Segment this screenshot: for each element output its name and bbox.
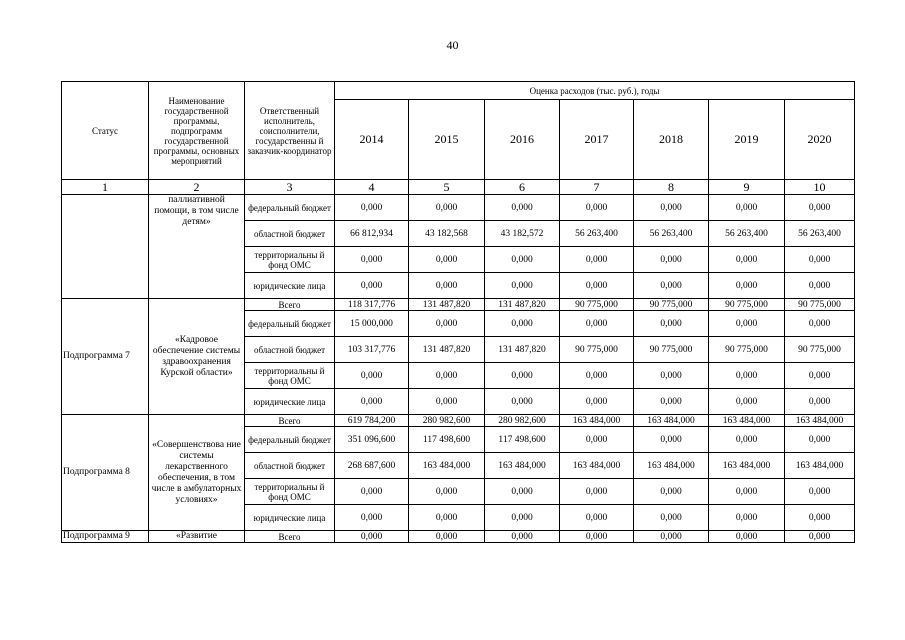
amount-cell: 131 487,820 xyxy=(409,337,485,363)
amount-cell: 118 317,776 xyxy=(335,299,409,311)
funding-source-cell: областной бюджет xyxy=(245,453,335,479)
amount-cell: 0,000 xyxy=(485,247,560,273)
amount-cell: 131 487,820 xyxy=(485,299,560,311)
amount-cell: 103 317,776 xyxy=(335,337,409,363)
status-cell: Подпрограмма 8 xyxy=(62,415,149,531)
column-number: 4 xyxy=(335,180,409,195)
amount-cell: 163 484,000 xyxy=(485,453,560,479)
amount-cell: 0,000 xyxy=(485,389,560,415)
header-year: 2016 xyxy=(485,100,560,180)
amount-cell: 163 484,000 xyxy=(560,453,634,479)
amount-cell: 0,000 xyxy=(560,389,634,415)
amount-cell: 163 484,000 xyxy=(560,415,634,427)
amount-cell: 0,000 xyxy=(709,363,785,389)
column-number: 5 xyxy=(409,180,485,195)
amount-cell: 0,000 xyxy=(634,389,709,415)
expense-table xyxy=(61,81,855,543)
amount-cell: 0,000 xyxy=(485,195,560,221)
amount-cell: 163 484,000 xyxy=(709,415,785,427)
amount-cell: 0,000 xyxy=(335,247,409,273)
amount-cell: 0,000 xyxy=(785,273,855,299)
amount-cell: 0,000 xyxy=(560,479,634,505)
funding-source-cell: юридические лица xyxy=(245,273,335,299)
amount-cell: 0,000 xyxy=(785,505,855,531)
amount-cell: 0,000 xyxy=(335,273,409,299)
amount-cell: 56 263,400 xyxy=(634,221,709,247)
amount-cell: 163 484,000 xyxy=(634,453,709,479)
amount-cell: 280 982,600 xyxy=(485,415,560,427)
funding-source-cell: территориальны й фонд ОМС xyxy=(245,247,335,273)
amount-cell: 163 484,000 xyxy=(634,415,709,427)
amount-cell: 0,000 xyxy=(335,479,409,505)
funding-source-cell: территориальны й фонд ОМС xyxy=(245,363,335,389)
amount-cell: 0,000 xyxy=(785,195,855,221)
amount-cell: 0,000 xyxy=(409,479,485,505)
amount-cell: 56 263,400 xyxy=(560,221,634,247)
amount-cell: 0,000 xyxy=(785,389,855,415)
funding-source-cell: юридические лица xyxy=(245,389,335,415)
amount-cell: 0,000 xyxy=(409,273,485,299)
amount-cell: 0,000 xyxy=(409,311,485,337)
amount-cell: 0,000 xyxy=(634,311,709,337)
program-name-cell: паллиативной помощи, в том числе детям» xyxy=(149,195,245,299)
amount-cell: 0,000 xyxy=(335,389,409,415)
column-number: 7 xyxy=(560,180,634,195)
amount-cell: 268 687,600 xyxy=(335,453,409,479)
amount-cell: 0,000 xyxy=(485,311,560,337)
funding-source-cell: федеральный бюджет xyxy=(245,427,335,453)
page-number: 40 xyxy=(446,38,459,52)
amount-cell: 0,000 xyxy=(560,195,634,221)
funding-source-cell: областной бюджет xyxy=(245,337,335,363)
column-number: 10 xyxy=(785,180,855,195)
amount-cell: 0,000 xyxy=(409,363,485,389)
amount-cell: 66 812,934 xyxy=(335,221,409,247)
amount-cell: 0,000 xyxy=(409,247,485,273)
status-cell: Подпрограмма 9 xyxy=(62,531,149,543)
amount-cell: 43 182,572 xyxy=(485,221,560,247)
funding-source-cell: федеральный бюджет xyxy=(245,311,335,337)
amount-cell: 0,000 xyxy=(485,273,560,299)
funding-source-cell: областной бюджет xyxy=(245,221,335,247)
amount-cell: 0,000 xyxy=(634,195,709,221)
amount-cell: 90 775,000 xyxy=(709,299,785,311)
amount-cell: 0,000 xyxy=(785,531,855,543)
amount-cell: 0,000 xyxy=(560,247,634,273)
table-row xyxy=(62,531,855,543)
column-number: 9 xyxy=(709,180,785,195)
amount-cell: 0,000 xyxy=(634,247,709,273)
amount-cell: 0,000 xyxy=(485,505,560,531)
amount-cell: 0,000 xyxy=(785,247,855,273)
column-number: 2 xyxy=(149,180,245,195)
header-year: 2020 xyxy=(785,100,855,180)
header-responsible: Ответственный исполнитель, соисполнители, государственны й заказчик-координатор xyxy=(245,82,335,180)
amount-cell: 90 775,000 xyxy=(709,337,785,363)
funding-source-cell: территориальны й фонд ОМС xyxy=(245,479,335,505)
column-number: 3 xyxy=(245,180,335,195)
amount-cell: 0,000 xyxy=(785,363,855,389)
header-year: 2018 xyxy=(634,100,709,180)
amount-cell: 163 484,000 xyxy=(409,453,485,479)
amount-cell: 56 263,400 xyxy=(785,221,855,247)
amount-cell: 90 775,000 xyxy=(785,337,855,363)
amount-cell: 0,000 xyxy=(409,531,485,543)
funding-source-cell: Всего xyxy=(245,415,335,427)
amount-cell: 0,000 xyxy=(335,531,409,543)
amount-cell: 0,000 xyxy=(560,427,634,453)
status-cell: Подпрограмма 7 xyxy=(62,299,149,415)
amount-cell: 90 775,000 xyxy=(634,299,709,311)
funding-source-cell: федеральный бюджет xyxy=(245,195,335,221)
amount-cell: 0,000 xyxy=(634,273,709,299)
amount-cell: 0,000 xyxy=(409,505,485,531)
amount-cell: 0,000 xyxy=(634,363,709,389)
table-body xyxy=(62,195,855,543)
amount-cell: 0,000 xyxy=(634,479,709,505)
amount-cell: 90 775,000 xyxy=(785,299,855,311)
header-program-name: Наименование государственной программы, подпрограмм государственной программы, основных мероприятий xyxy=(149,82,245,180)
amount-cell: 0,000 xyxy=(560,505,634,531)
amount-cell: 0,000 xyxy=(709,531,785,543)
column-number: 1 xyxy=(62,180,149,195)
amount-cell: 0,000 xyxy=(560,273,634,299)
amount-cell: 117 498,600 xyxy=(485,427,560,453)
amount-cell: 0,000 xyxy=(785,427,855,453)
amount-cell: 351 096,600 xyxy=(335,427,409,453)
amount-cell: 0,000 xyxy=(634,427,709,453)
funding-source-cell: Всего xyxy=(245,299,335,311)
program-name-cell: «Развитие xyxy=(149,531,245,543)
amount-cell: 163 484,000 xyxy=(785,415,855,427)
column-number: 8 xyxy=(634,180,709,195)
amount-cell: 0,000 xyxy=(485,531,560,543)
column-number: 6 xyxy=(485,180,560,195)
amount-cell: 0,000 xyxy=(709,427,785,453)
amount-cell: 280 982,600 xyxy=(409,415,485,427)
table-row xyxy=(62,299,855,311)
amount-cell: 0,000 xyxy=(709,505,785,531)
amount-cell: 0,000 xyxy=(709,247,785,273)
funding-source-cell: юридические лица xyxy=(245,505,335,531)
amount-cell: 0,000 xyxy=(485,479,560,505)
amount-cell: 0,000 xyxy=(560,531,634,543)
program-name-cell: «Кадровое обеспечение системы здравоохранения Курской области» xyxy=(149,299,245,415)
amount-cell: 0,000 xyxy=(709,195,785,221)
status-cell xyxy=(62,195,149,299)
amount-cell: 0,000 xyxy=(709,273,785,299)
amount-cell: 15 000,000 xyxy=(335,311,409,337)
header-year: 2019 xyxy=(709,100,785,180)
funding-source-cell: Всего xyxy=(245,531,335,543)
amount-cell: 0,000 xyxy=(560,363,634,389)
amount-cell: 90 775,000 xyxy=(560,337,634,363)
amount-cell: 0,000 xyxy=(485,363,560,389)
amount-cell: 163 484,000 xyxy=(785,453,855,479)
amount-cell: 0,000 xyxy=(709,479,785,505)
amount-cell: 0,000 xyxy=(560,311,634,337)
amount-cell: 0,000 xyxy=(634,531,709,543)
amount-cell: 56 263,400 xyxy=(709,221,785,247)
amount-cell: 131 487,820 xyxy=(409,299,485,311)
amount-cell: 0,000 xyxy=(335,195,409,221)
amount-cell: 619 784,200 xyxy=(335,415,409,427)
amount-cell: 163 484,000 xyxy=(709,453,785,479)
table-row xyxy=(62,415,855,427)
amount-cell: 0,000 xyxy=(335,505,409,531)
header-status: Статус xyxy=(62,82,149,180)
amount-cell: 0,000 xyxy=(785,311,855,337)
table-row xyxy=(62,195,855,221)
header-year: 2014 xyxy=(335,100,409,180)
amount-cell: 0,000 xyxy=(409,389,485,415)
amount-cell: 0,000 xyxy=(709,389,785,415)
amount-cell: 90 775,000 xyxy=(634,337,709,363)
amount-cell: 0,000 xyxy=(409,195,485,221)
amount-cell: 43 182,568 xyxy=(409,221,485,247)
amount-cell: 0,000 xyxy=(785,479,855,505)
amount-cell: 131 487,820 xyxy=(485,337,560,363)
amount-cell: 0,000 xyxy=(335,363,409,389)
amount-cell: 117 498,600 xyxy=(409,427,485,453)
program-name-cell: «Совершенствова ние системы лекарственного обеспечения, в том числе в амбулаторных условиях» xyxy=(149,415,245,531)
header-year: 2015 xyxy=(409,100,485,180)
amount-cell: 90 775,000 xyxy=(560,299,634,311)
header-expense-estimate: Оценка расходов (тыс. руб.), годы xyxy=(335,82,855,100)
amount-cell: 0,000 xyxy=(634,505,709,531)
amount-cell: 0,000 xyxy=(709,311,785,337)
header-year: 2017 xyxy=(560,100,634,180)
